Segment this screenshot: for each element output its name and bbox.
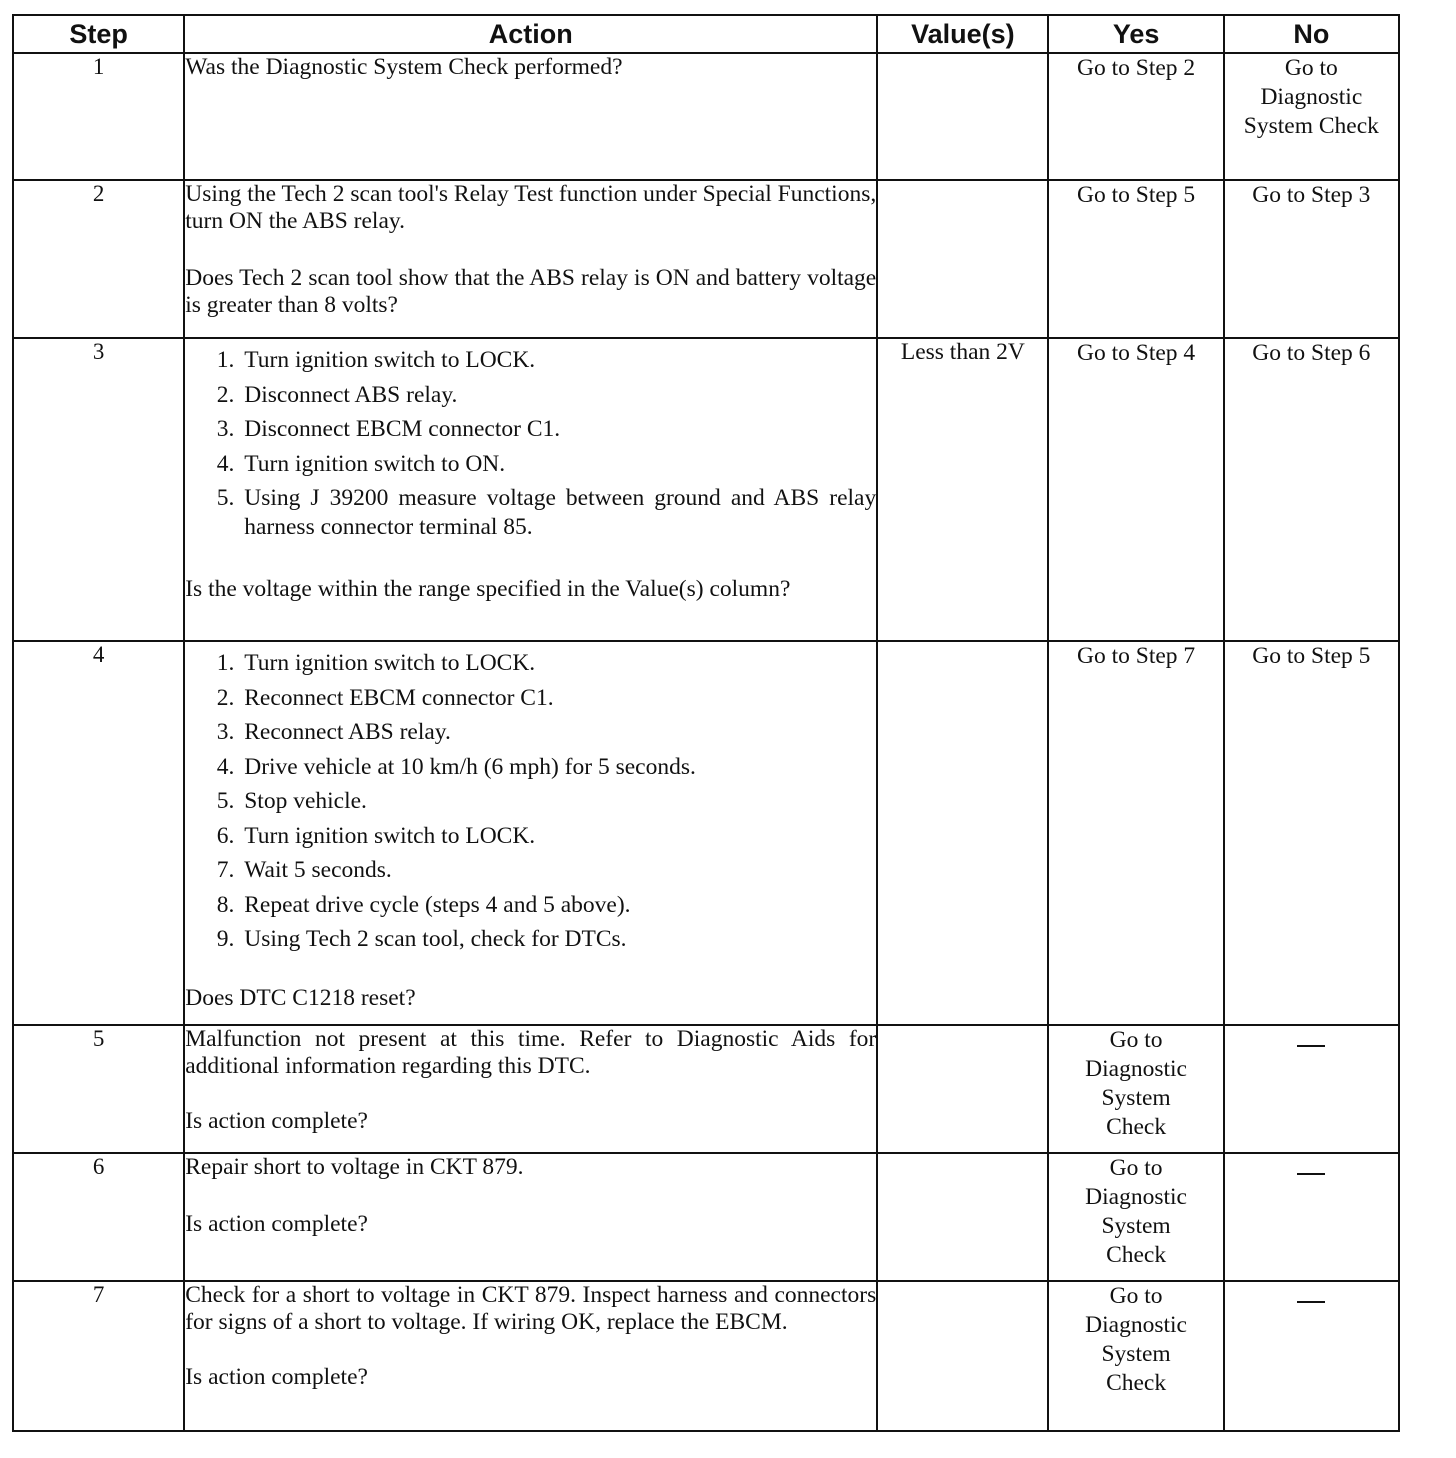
no-cell: Go to Step 3: [1224, 180, 1399, 338]
yes-cell: Go to Step 2: [1048, 53, 1223, 180]
yes-cell: Go to Step 4: [1048, 338, 1223, 641]
action-question: Was the Diagnostic System Check performed?: [185, 54, 623, 80]
table-row: [13, 641, 1399, 1025]
no-cell: [1224, 1153, 1399, 1281]
table-row: [13, 1025, 1399, 1153]
header-no: No: [1224, 15, 1399, 53]
action-steps-list: [185, 646, 876, 957]
list-item: 9. Using Tech 2 scan tool, check for DTCs.: [240, 922, 876, 957]
value-cell: Less than 2V: [877, 338, 1048, 641]
action-cell: [184, 53, 877, 180]
list-item: 3. Disconnect EBCM connector C1.: [240, 412, 876, 447]
step-number: 2: [13, 180, 184, 338]
table-row: [13, 1281, 1399, 1431]
yes-cell: Go to Step 7: [1048, 641, 1223, 1025]
table-row: [13, 338, 1399, 641]
step-number: 7: [13, 1281, 184, 1431]
action-instruction: Check for a short to voltage in CKT 879. Inspect harness and connectors for signs of a short to voltage. If wiring OK, replace the EBCM.: [185, 1282, 877, 1335]
value-cell: [877, 1025, 1048, 1153]
list-item: 7. Wait 5 seconds.: [240, 853, 876, 888]
list-item: 5. Stop vehicle.: [240, 784, 876, 819]
list-item: 4. Drive vehicle at 10 km/h (6 mph) for 5 seconds.: [240, 750, 876, 785]
step-number: 5: [13, 1025, 184, 1153]
diagnostic-table: [12, 14, 1400, 1432]
table-row: [13, 180, 1399, 338]
yes-cell: Go to Diagnostic System Check: [1048, 1153, 1223, 1281]
value-cell: [877, 641, 1048, 1025]
header-action: Action: [184, 15, 877, 53]
em-dash: [1297, 1301, 1325, 1303]
action-instruction: Malfunction not present at this time. Refer to Diagnostic Aids for additional information regarding this DTC.: [185, 1026, 877, 1079]
no-cell: Go to Diagnostic System Check: [1224, 53, 1399, 180]
em-dash: [1297, 1045, 1325, 1047]
step-number: 1: [13, 53, 184, 180]
no-cell: Go to Step 5: [1224, 641, 1399, 1025]
list-item: 5. Using J 39200 measure voltage between ground and ABS relay harness connector terminal 85.: [240, 481, 876, 542]
list-item: 6. Turn ignition switch to LOCK.: [240, 819, 876, 854]
value-cell: [877, 1281, 1048, 1431]
value-cell: [877, 1153, 1048, 1281]
action-cell: [184, 1025, 877, 1153]
list-item: 4. Turn ignition switch to ON.: [240, 447, 876, 482]
yes-cell: Go to Diagnostic System Check: [1048, 1281, 1223, 1431]
step-number: 3: [13, 338, 184, 641]
header-yes: Yes: [1048, 15, 1223, 53]
action-cell: [184, 1153, 877, 1281]
no-cell: Go to Step 6: [1224, 338, 1399, 641]
step-number: 6: [13, 1153, 184, 1281]
action-instruction: Using the Tech 2 scan tool's Relay Test function under Special Functions, turn ON the ABS relay.: [185, 181, 877, 234]
action-question: Is action complete?: [185, 1211, 368, 1237]
table-row: [13, 1153, 1399, 1281]
action-question: Does Tech 2 scan tool show that the ABS relay is ON and battery voltage is greater than 8 volts?: [185, 265, 877, 318]
action-steps-list: [185, 343, 876, 542]
yes-cell: Go to Diagnostic System Check: [1048, 1025, 1223, 1153]
table-row: [13, 53, 1399, 180]
value-cell: [877, 180, 1048, 338]
step-number: 4: [13, 641, 184, 1025]
list-item: 3. Reconnect ABS relay.: [240, 715, 876, 750]
action-cell: [184, 1281, 877, 1431]
no-cell: [1224, 1025, 1399, 1153]
header-step: Step: [13, 15, 184, 53]
list-item: 2. Reconnect EBCM connector C1.: [240, 681, 876, 716]
header-values: Value(s): [877, 15, 1048, 53]
em-dash: [1297, 1173, 1325, 1175]
list-item: 1. Turn ignition switch to LOCK.: [240, 343, 876, 378]
action-cell: [184, 641, 877, 1025]
list-item: 2. Disconnect ABS relay.: [240, 378, 876, 413]
value-cell: [877, 53, 1048, 180]
action-cell: [184, 338, 877, 641]
action-question: Is action complete?: [185, 1364, 368, 1390]
yes-cell: Go to Step 5: [1048, 180, 1223, 338]
action-question: Is the voltage within the range specified in the Value(s) column?: [185, 576, 791, 602]
header-row: [13, 15, 1399, 53]
action-question: Does DTC C1218 reset?: [185, 984, 416, 1011]
action-question: Is action complete?: [185, 1108, 368, 1134]
action-cell: [184, 180, 877, 338]
list-item: 1. Turn ignition switch to LOCK.: [240, 646, 876, 681]
action-instruction: Repair short to voltage in CKT 879.: [185, 1154, 524, 1180]
list-item: 8. Repeat drive cycle (steps 4 and 5 above).: [240, 888, 876, 923]
no-cell: [1224, 1281, 1399, 1431]
